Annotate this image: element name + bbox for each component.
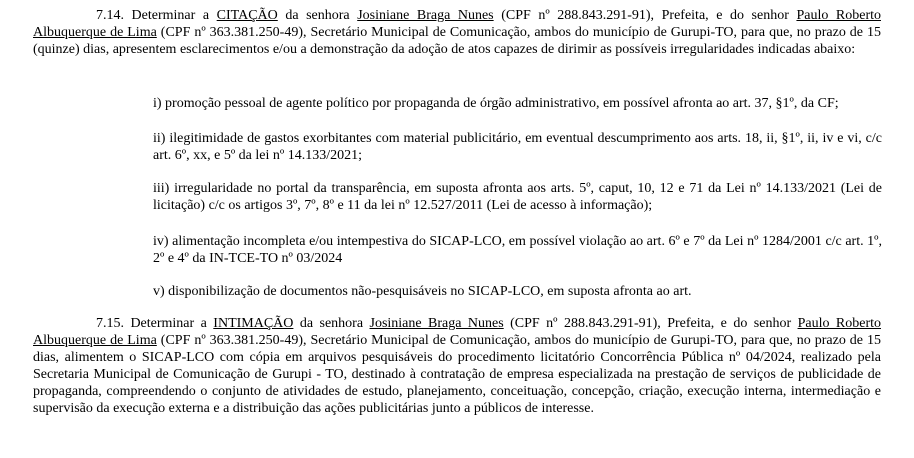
paragraph-text: da senhora	[293, 316, 370, 331]
paragraph-text: (CPF nº 288.843.291-91), Prefeita, e do senhor	[503, 316, 798, 331]
paragraph-text: (CPF nº 363.381.250-49), Secretário Municipal de Comunicação, ambos do município de Gurupi-TO, para que, no prazo de 15 dias, alimentem o SICAP-LCO com cópia em arquivos pesquisáveis do procedimento licitatório Concorrência Pública nº 04/2024, realizado pela Secretaria Municipal de Comunicação de Gurupi - TO, destinado à contratação de empresa especializada na prestação de serviços de publicidade de propaganda, compreendendo o conjunto de atividades de estudo, planejamento, conceituação, concepção, criação, execução interna, intermediação e supervisão da execução externa e a distribuição das ações publicitárias junto a públicos de interesse.	[33, 333, 881, 416]
irregularity-item-v: v) disponibilização de documentos não-pesquisáveis no SICAP-LCO, em suposta afronta ao art.	[153, 284, 692, 299]
paragraph-number: 7.14. Determinar a	[96, 8, 217, 23]
paragraph-text: (CPF nº 288.843.291-91), Prefeita, e do senhor	[493, 8, 797, 23]
person-name-secretary: Paulo Roberto Albuquerque de Lima	[33, 316, 881, 348]
irregularity-item-iv: iv) alimentação incompleta e/ou intempestiva do SICAP-LCO, em possível violação ao art. 6º e 7º da Lei nº 1284/2001 c/c art. 1º, 2º e 4º da IN-TCE-TO nº 03/2024	[153, 234, 882, 266]
paragraph-7-14	[33, 7, 881, 58]
person-name-secretary: Paulo Roberto Albuquerque de Lima	[33, 8, 881, 40]
person-name-mayor: Josiniane Braga Nunes	[369, 316, 504, 331]
irregularity-item-ii: ii) ilegitimidade de gastos exorbitantes com material publicitário, em eventual descumprimento aos arts. 18, ii, §1º, ii, iv e vi, c/c art. 6º, xx, e 5º da lei nº 14.133/2021;	[153, 131, 882, 163]
paragraph-text: (CPF nº 363.381.250-49), Secretário Municipal de Comunicação, ambos do município de Gurupi-TO, para que, no prazo de 15 (quinze) dias, apresentem esclarecimentos e/ou a demonstração da adoção de atos capazes de dirimir as possíveis irregularidades indicadas abaixo:	[33, 25, 881, 57]
paragraph-text: da senhora	[277, 8, 358, 23]
intimation-term: INTIMAÇÃO	[213, 316, 294, 331]
paragraph-7-15	[33, 315, 881, 417]
citation-term: CITAÇÃO	[216, 8, 278, 23]
person-name-mayor: Josiniane Braga Nunes	[357, 8, 494, 23]
irregularity-item-iii: iii) irregularidade no portal da transparência, em suposta afronta aos arts. 5º, caput, 10, 12 e 71 da Lei nº 14.133/2021 (Lei de licitação) c/c os artigos 3º, 7º, 8º e 11 da lei nº 12.527/2011 (Lei de acesso à informação);	[153, 181, 882, 213]
irregularity-item-i: i) promoção pessoal de agente político por propaganda de órgão administrativo, em possível afronta ao art. 37, §1º, da CF;	[153, 96, 839, 111]
paragraph-number: 7.15. Determinar a	[96, 316, 214, 331]
